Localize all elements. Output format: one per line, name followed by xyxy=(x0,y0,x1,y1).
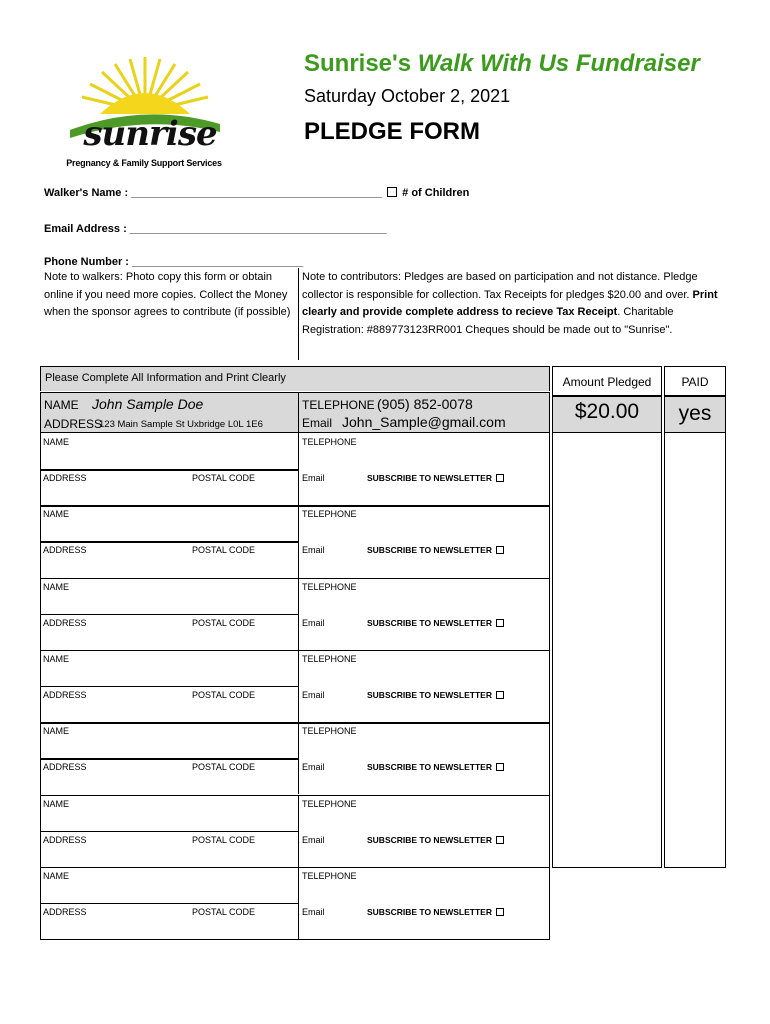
row-column-divider xyxy=(298,795,299,867)
postal-code-field[interactable]: POSTAL CODE xyxy=(192,617,256,628)
subscribe-newsletter-option[interactable] xyxy=(367,835,506,845)
row-mid-divider xyxy=(40,903,298,905)
subscribe-checkbox[interactable] xyxy=(496,763,504,771)
postal-code-field[interactable]: POSTAL CODE xyxy=(192,689,256,700)
name-field[interactable]: NAME xyxy=(43,437,70,447)
subscribe-label: SUBSCRIBE TO NEWSLETTER xyxy=(367,834,492,845)
email-field[interactable]: Email xyxy=(302,834,325,845)
subscribe-label: SUBSCRIBE TO NEWSLETTER xyxy=(367,617,492,628)
address-field[interactable]: ADDRESS xyxy=(43,473,87,483)
email-field[interactable]: Email xyxy=(302,906,325,917)
logo-tagline: Pregnancy & Family Support Services xyxy=(66,158,222,168)
row-mid-divider xyxy=(40,758,298,760)
email-field[interactable]: Email xyxy=(302,617,325,628)
row-divider xyxy=(40,505,550,507)
telephone-field[interactable]: TELEPHONE xyxy=(302,726,357,737)
subscribe-newsletter-option[interactable] xyxy=(367,762,506,772)
children-label: # of Children xyxy=(402,187,470,199)
row-column-divider xyxy=(298,505,299,577)
email-field[interactable]: Email xyxy=(302,689,325,700)
paid-column[interactable] xyxy=(664,433,726,868)
address-field[interactable]: ADDRESS xyxy=(43,617,87,628)
email-field[interactable]: Email xyxy=(302,545,325,556)
telephone-field[interactable]: TELEPHONE xyxy=(302,581,357,592)
subscribe-label: SUBSCRIBE TO NEWSLETTER xyxy=(367,762,492,773)
sample-telephone: (905) 852-0078 xyxy=(377,396,473,412)
email-field[interactable]: Email xyxy=(302,762,325,773)
postal-code-field[interactable]: POSTAL CODE xyxy=(192,473,256,483)
telephone-field[interactable]: TELEPHONE xyxy=(302,798,357,809)
postal-code-field[interactable]: POSTAL CODE xyxy=(192,834,256,845)
subscribe-label: SUBSCRIBE TO NEWSLETTER xyxy=(367,689,492,700)
row-divider xyxy=(40,795,550,797)
subscribe-checkbox[interactable] xyxy=(496,836,504,844)
telephone-field[interactable]: TELEPHONE xyxy=(302,509,357,520)
subscribe-checkbox[interactable] xyxy=(496,474,504,482)
amount-pledged-header: Amount Pledged xyxy=(552,366,662,396)
subscribe-newsletter-option[interactable] xyxy=(367,690,506,700)
row-column-divider xyxy=(298,650,299,722)
subscribe-newsletter-option[interactable] xyxy=(367,545,506,555)
amount-column[interactable] xyxy=(552,433,662,868)
postal-code-field[interactable]: POSTAL CODE xyxy=(192,906,256,917)
subscribe-label: SUBSCRIBE TO NEWSLETTER xyxy=(367,906,492,917)
form-title: PLEDGE FORM xyxy=(304,118,481,145)
sample-name-label: NAME xyxy=(44,398,79,412)
sample-amount: $20.00 xyxy=(552,396,662,433)
subscribe-label: SUBSCRIBE TO NEWSLETTER xyxy=(367,473,492,483)
row-divider xyxy=(40,867,550,869)
address-field[interactable]: ADDRESS xyxy=(43,834,87,845)
note-to-walkers: Note to walkers: Photo copy this form or obtain online if you need more copies. Collect the Money when the sponsor agrees to contribute (if possible) xyxy=(44,271,291,318)
row-mid-divider xyxy=(40,831,298,833)
address-field[interactable]: ADDRESS xyxy=(43,545,87,556)
event-date: Saturday October 2, 2021 xyxy=(304,86,511,106)
subscribe-newsletter-option[interactable] xyxy=(367,907,506,917)
sample-address-label: ADDRESS xyxy=(44,417,103,431)
telephone-field[interactable]: TELEPHONE xyxy=(302,653,357,664)
row-mid-divider xyxy=(40,469,298,471)
subscribe-newsletter-option[interactable] xyxy=(367,473,506,483)
subscribe-label: SUBSCRIBE TO NEWSLETTER xyxy=(367,545,492,556)
email-field[interactable]: Email xyxy=(302,473,325,483)
row-divider xyxy=(40,650,550,652)
table-header: Please Complete All Information and Print Clearly xyxy=(40,366,550,391)
children-checkbox[interactable] xyxy=(387,187,397,197)
name-field[interactable]: NAME xyxy=(43,653,70,664)
name-field[interactable]: NAME xyxy=(43,581,70,592)
postal-code-field[interactable]: POSTAL CODE xyxy=(192,762,256,773)
subscribe-checkbox[interactable] xyxy=(496,619,504,627)
address-field[interactable]: ADDRESS xyxy=(43,762,87,773)
postal-code-field[interactable]: POSTAL CODE xyxy=(192,545,256,556)
event-title: Sunrise's Walk With Us Fundraiser xyxy=(304,50,700,77)
subscribe-checkbox[interactable] xyxy=(496,691,504,699)
subscribe-checkbox[interactable] xyxy=(496,546,504,554)
telephone-field[interactable]: TELEPHONE xyxy=(302,437,357,447)
notes-divider xyxy=(298,268,299,360)
row-divider xyxy=(40,578,550,580)
sample-address: 123 Main Sample St Uxbridge L0L 1E6 xyxy=(99,419,263,430)
row-column-divider xyxy=(298,867,299,939)
row-mid-divider xyxy=(40,686,298,688)
subscribe-newsletter-option[interactable] xyxy=(367,618,506,628)
address-field[interactable]: ADDRESS xyxy=(43,906,87,917)
sample-email: John_Sample@gmail.com xyxy=(342,414,506,430)
sample-divider xyxy=(298,392,299,433)
row-column-divider xyxy=(298,433,299,505)
subscribe-checkbox[interactable] xyxy=(496,908,504,916)
paid-header: PAID xyxy=(664,366,726,396)
row-mid-divider xyxy=(40,541,298,543)
address-field[interactable]: ADDRESS xyxy=(43,689,87,700)
telephone-field[interactable]: TELEPHONE xyxy=(302,870,357,881)
note-to-contributors: Note to contributors: Pledges are based on participation and not distance. Pledge collector is responsible for collection. Tax Receipts for pledges $20.00 and over. Print clearly and provide complete address to recieve Tax Receipt. Charitable Registration: #889773123RR001 Cheques should be made out to "Sunrise". xyxy=(302,271,718,336)
walker-email-field[interactable]: Email Address : __________________________________________ xyxy=(44,223,387,235)
sample-name: John Sample Doe xyxy=(92,396,204,412)
name-field[interactable]: NAME xyxy=(43,870,70,881)
sample-email-label: Email xyxy=(302,416,333,430)
logo-wordmark: sunrise xyxy=(83,114,217,154)
row-column-divider xyxy=(298,578,299,650)
name-field[interactable]: NAME xyxy=(43,798,70,809)
walker-name-field[interactable]: Walker's Name : _________________________________________ # of Children xyxy=(44,187,470,199)
row-column-divider xyxy=(298,722,299,794)
row-divider xyxy=(40,722,550,724)
walker-phone-field[interactable]: Phone Number : ____________________________ xyxy=(44,256,304,268)
name-field[interactable]: NAME xyxy=(43,509,70,520)
sunrise-logo xyxy=(60,62,220,170)
sample-telephone-label: TELEPHONE xyxy=(302,398,375,412)
name-field[interactable]: NAME xyxy=(43,726,70,737)
row-mid-divider xyxy=(40,614,298,616)
sample-paid: yes xyxy=(664,396,726,433)
